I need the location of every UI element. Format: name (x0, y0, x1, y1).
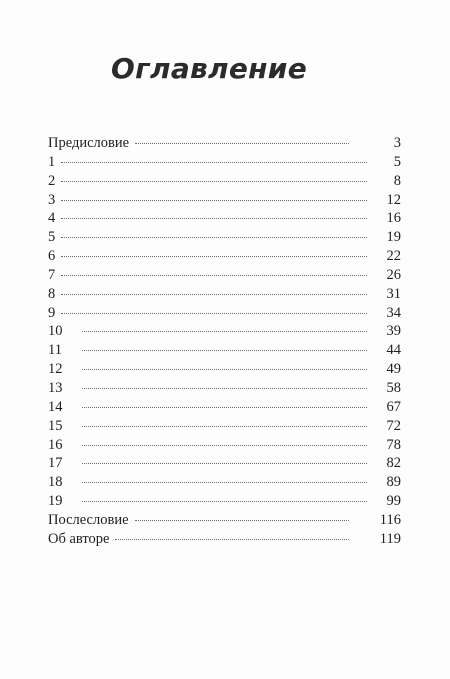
toc-entry-label: 10 (48, 323, 63, 340)
toc-entry-page: 44 (386, 342, 401, 359)
toc-entry-page: 5 (393, 153, 401, 170)
toc-entry-chapter-7[interactable] (48, 267, 401, 286)
toc-entry-page: 119 (379, 530, 401, 547)
dot-leader (82, 426, 367, 427)
toc-entry-chapter-8[interactable] (48, 286, 401, 305)
toc-entry-page: 99 (386, 493, 401, 510)
toc-entry-chapter-3[interactable] (48, 192, 401, 211)
toc-entry-label: 9 (48, 304, 56, 321)
toc-entry-chapter-10[interactable] (48, 323, 401, 342)
toc-entry-label: 12 (48, 361, 63, 378)
toc-entry-chapter-5[interactable] (48, 229, 401, 248)
dot-leader (82, 331, 367, 332)
toc-entry-preface[interactable] (48, 135, 401, 154)
dot-leader (61, 275, 367, 276)
toc-entry-page: 72 (386, 417, 401, 434)
toc-entry-chapter-15[interactable] (48, 418, 401, 437)
toc-entry-chapter-16[interactable] (48, 437, 401, 456)
toc-entry-label: 13 (48, 379, 63, 396)
dot-leader (82, 350, 367, 351)
toc-entry-label: Предисловие (48, 135, 130, 151)
toc-entry-label: 17 (48, 455, 63, 472)
toc-entry-label: 11 (48, 342, 62, 359)
toc-entry-page: 16 (386, 210, 401, 227)
toc-entry-page: 26 (386, 266, 401, 283)
toc-entry-chapter-19[interactable] (48, 493, 401, 512)
toc-entry-page: 8 (393, 172, 401, 189)
toc-entry-page: 89 (386, 474, 401, 491)
toc-entry-label: Послесловие (48, 511, 129, 528)
dot-leader (61, 218, 367, 219)
toc-entry-label: 6 (48, 248, 56, 265)
toc-entry-chapter-4[interactable] (48, 210, 401, 229)
toc-entry-label: 14 (48, 398, 63, 415)
dot-leader (115, 539, 349, 540)
toc-entry-chapter-6[interactable] (48, 248, 401, 267)
toc-entry-label: 1 (48, 153, 56, 170)
dot-leader (82, 407, 367, 408)
toc-entry-page: 116 (379, 511, 401, 528)
toc-entry-chapter-17[interactable] (48, 455, 401, 474)
toc-entry-label: 19 (48, 493, 63, 510)
toc-entry-chapter-9[interactable] (48, 305, 401, 324)
toc-entry-label: 8 (48, 285, 56, 302)
toc-entry-label: 16 (48, 436, 63, 453)
toc-entry-chapter-1[interactable] (48, 154, 401, 173)
dot-leader (82, 445, 367, 446)
toc-entry-label: 18 (48, 474, 63, 491)
toc-entry-label: Об авторе (48, 530, 110, 547)
toc-entry-chapter-11[interactable] (48, 342, 401, 361)
toc-entry-about-author[interactable] (48, 531, 401, 550)
toc-entry-label: 2 (48, 172, 56, 189)
toc-entry-page: 22 (386, 248, 401, 265)
toc-entry-page: 31 (386, 285, 401, 302)
dot-leader (61, 162, 367, 163)
toc-entry-page: 12 (386, 191, 401, 208)
dot-leader (61, 313, 367, 314)
dot-leader (61, 200, 367, 201)
toc-entry-label: 5 (48, 229, 56, 246)
toc-entry-chapter-12[interactable] (48, 361, 401, 380)
toc-entry-page: 39 (386, 323, 401, 340)
dot-leader (135, 143, 349, 144)
toc-entry-chapter-14[interactable] (48, 399, 401, 418)
toc-entry-page: 49 (386, 361, 401, 378)
toc-entry-page: 67 (386, 398, 401, 415)
table-of-contents (48, 135, 401, 550)
toc-entry-label: 15 (48, 417, 63, 434)
dot-leader (135, 520, 349, 521)
dot-leader (61, 181, 367, 182)
toc-entry-page: 19 (386, 229, 401, 246)
toc-entry-page: 82 (386, 455, 401, 472)
toc-entry-label: 7 (48, 266, 56, 283)
dot-leader (82, 501, 367, 502)
dot-leader (61, 256, 367, 257)
toc-entry-label: 3 (48, 191, 56, 208)
page-title: Оглавление (110, 52, 307, 85)
toc-entry-page: 78 (386, 436, 401, 453)
dot-leader (82, 369, 367, 370)
toc-entry-page: 34 (386, 304, 401, 321)
dot-leader (82, 388, 367, 389)
toc-entry-afterword[interactable] (48, 512, 401, 531)
toc-entry-chapter-18[interactable] (48, 474, 401, 493)
dot-leader (82, 482, 367, 483)
toc-entry-label: 4 (48, 210, 56, 227)
toc-entry-page: 3 (393, 135, 401, 151)
dot-leader (61, 294, 367, 295)
dot-leader (61, 237, 367, 238)
toc-entry-page: 58 (386, 379, 401, 396)
dot-leader (82, 463, 367, 464)
toc-entry-chapter-13[interactable] (48, 380, 401, 399)
toc-entry-chapter-2[interactable] (48, 173, 401, 192)
